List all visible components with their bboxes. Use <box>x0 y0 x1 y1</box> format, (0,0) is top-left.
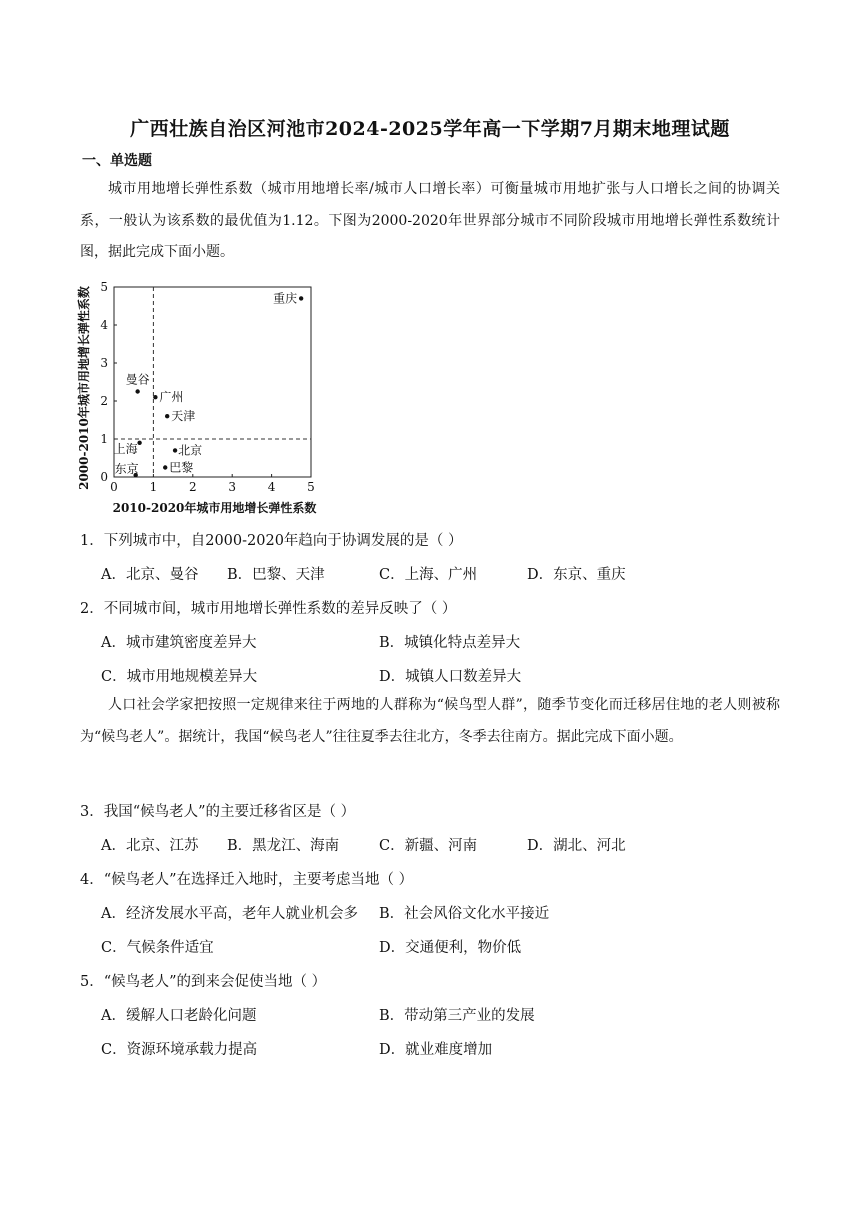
q3-option-d[interactable]: D．湖北、河北 <box>527 838 626 854</box>
q3-option-c[interactable]: C．新疆、河南 <box>379 838 478 854</box>
section-heading: 一、单选题 <box>82 153 152 169</box>
scatter-chart <box>74 280 334 520</box>
question-3-stem: 3．我国“候鸟老人”的主要迁移省区是（ ） <box>80 804 356 820</box>
data-point-label: 北京 <box>178 443 203 458</box>
x-tick-label: 3 <box>228 480 237 494</box>
data-point <box>135 389 139 393</box>
x-tick-label: 4 <box>267 480 276 494</box>
data-point <box>299 296 303 300</box>
question-4-stem: 4．“候鸟老人”在选择迁入地时，主要考虑当地（ ） <box>80 872 414 888</box>
y-axis-label: 2000-2010年城市用地增长弹性系数 <box>77 286 91 490</box>
y-tick-label: 3 <box>100 356 108 370</box>
q2-option-a[interactable]: A．城市建筑密度差异大 <box>101 635 257 651</box>
question-1-stem: 1．下列城市中，自2000-2020年趋向于协调发展的是（ ） <box>80 533 463 549</box>
passage-2: 人口社会学家把按照一定规律来往于两地的人群称为“候鸟型人群”，随季节变化而迁移居住地的老人则被称为“候鸟老人”。据统计，我国“候鸟老人”往往夏季去往北方，冬季去往南方。据此完成下面小题。 <box>80 697 780 745</box>
q5-option-b[interactable]: B．带动第三产业的发展 <box>379 1008 535 1024</box>
page-title: 广西壮族自治区河池市2024-2025学年高一下学期7月期末地理试题 <box>130 118 730 140</box>
data-point-label: 东京 <box>114 462 139 477</box>
q2-option-c[interactable]: C．城市用地规模差异大 <box>101 669 258 685</box>
data-point <box>173 448 177 452</box>
data-point <box>165 414 169 418</box>
q5-option-c[interactable]: C．资源环境承载力提高 <box>101 1042 258 1058</box>
data-point-label: 巴黎 <box>169 460 194 475</box>
data-point <box>153 395 157 399</box>
y-tick-label: 4 <box>100 318 108 332</box>
data-point-label: 上海 <box>113 441 138 456</box>
x-tick-label: 2 <box>188 480 197 494</box>
data-point <box>137 441 141 445</box>
x-tick-label: 0 <box>110 480 118 494</box>
data-point-label: 广州 <box>159 390 184 405</box>
q1-option-d[interactable]: D．东京、重庆 <box>527 567 626 583</box>
passage-1: 城市用地增长弹性系数（城市用地增长率/城市人口增长率）可衡量城市用地扩张与人口增长之间的协调关系，一般认为该系数的最优值为1.12。下图为2000-2020年世界部分城市不同阶段城市用地增长弹性系数统计图，据此完成下面小题。 <box>80 181 780 260</box>
data-point <box>163 465 167 469</box>
question-5-stem: 5．“候鸟老人”的到来会促使当地（ ） <box>80 974 327 990</box>
y-tick-label: 5 <box>100 280 108 294</box>
q4-option-c[interactable]: C．气候条件适宜 <box>101 940 214 956</box>
q2-option-b[interactable]: B．城镇化特点差异大 <box>379 635 521 651</box>
q4-option-b[interactable]: B．社会风俗文化水平接近 <box>379 906 550 922</box>
y-tick-label: 2 <box>100 394 108 408</box>
q3-option-a[interactable]: A．北京、江苏 <box>101 838 199 854</box>
q1-option-a[interactable]: A．北京、曼谷 <box>101 567 199 583</box>
data-point-label: 曼谷 <box>125 372 150 387</box>
q5-option-d[interactable]: D．就业难度增加 <box>379 1042 493 1058</box>
q4-option-a[interactable]: A．经济发展水平高，老年人就业机会多 <box>101 906 358 922</box>
q3-option-b[interactable]: B．黑龙江、海南 <box>227 838 340 854</box>
q1-option-b[interactable]: B．巴黎、天津 <box>227 567 325 583</box>
data-point-label: 重庆 <box>273 291 298 306</box>
data-point-label: 天津 <box>171 409 196 424</box>
x-axis-label: 2010-2020年城市用地增长弹性系数 <box>112 501 317 515</box>
q5-option-a[interactable]: A．缓解人口老龄化问题 <box>101 1008 257 1024</box>
q4-option-d[interactable]: D．交通便利，物价低 <box>379 940 522 956</box>
y-tick-label: 0 <box>100 470 108 484</box>
x-tick-label: 1 <box>149 480 158 494</box>
y-tick-label: 1 <box>100 432 108 446</box>
x-tick-label: 5 <box>307 480 315 494</box>
q1-option-c[interactable]: C．上海、广州 <box>379 567 478 583</box>
question-2-stem: 2．不同城市间，城市用地增长弹性系数的差异反映了（ ） <box>80 601 457 617</box>
q2-option-d[interactable]: D．城镇人口数差异大 <box>379 669 522 685</box>
